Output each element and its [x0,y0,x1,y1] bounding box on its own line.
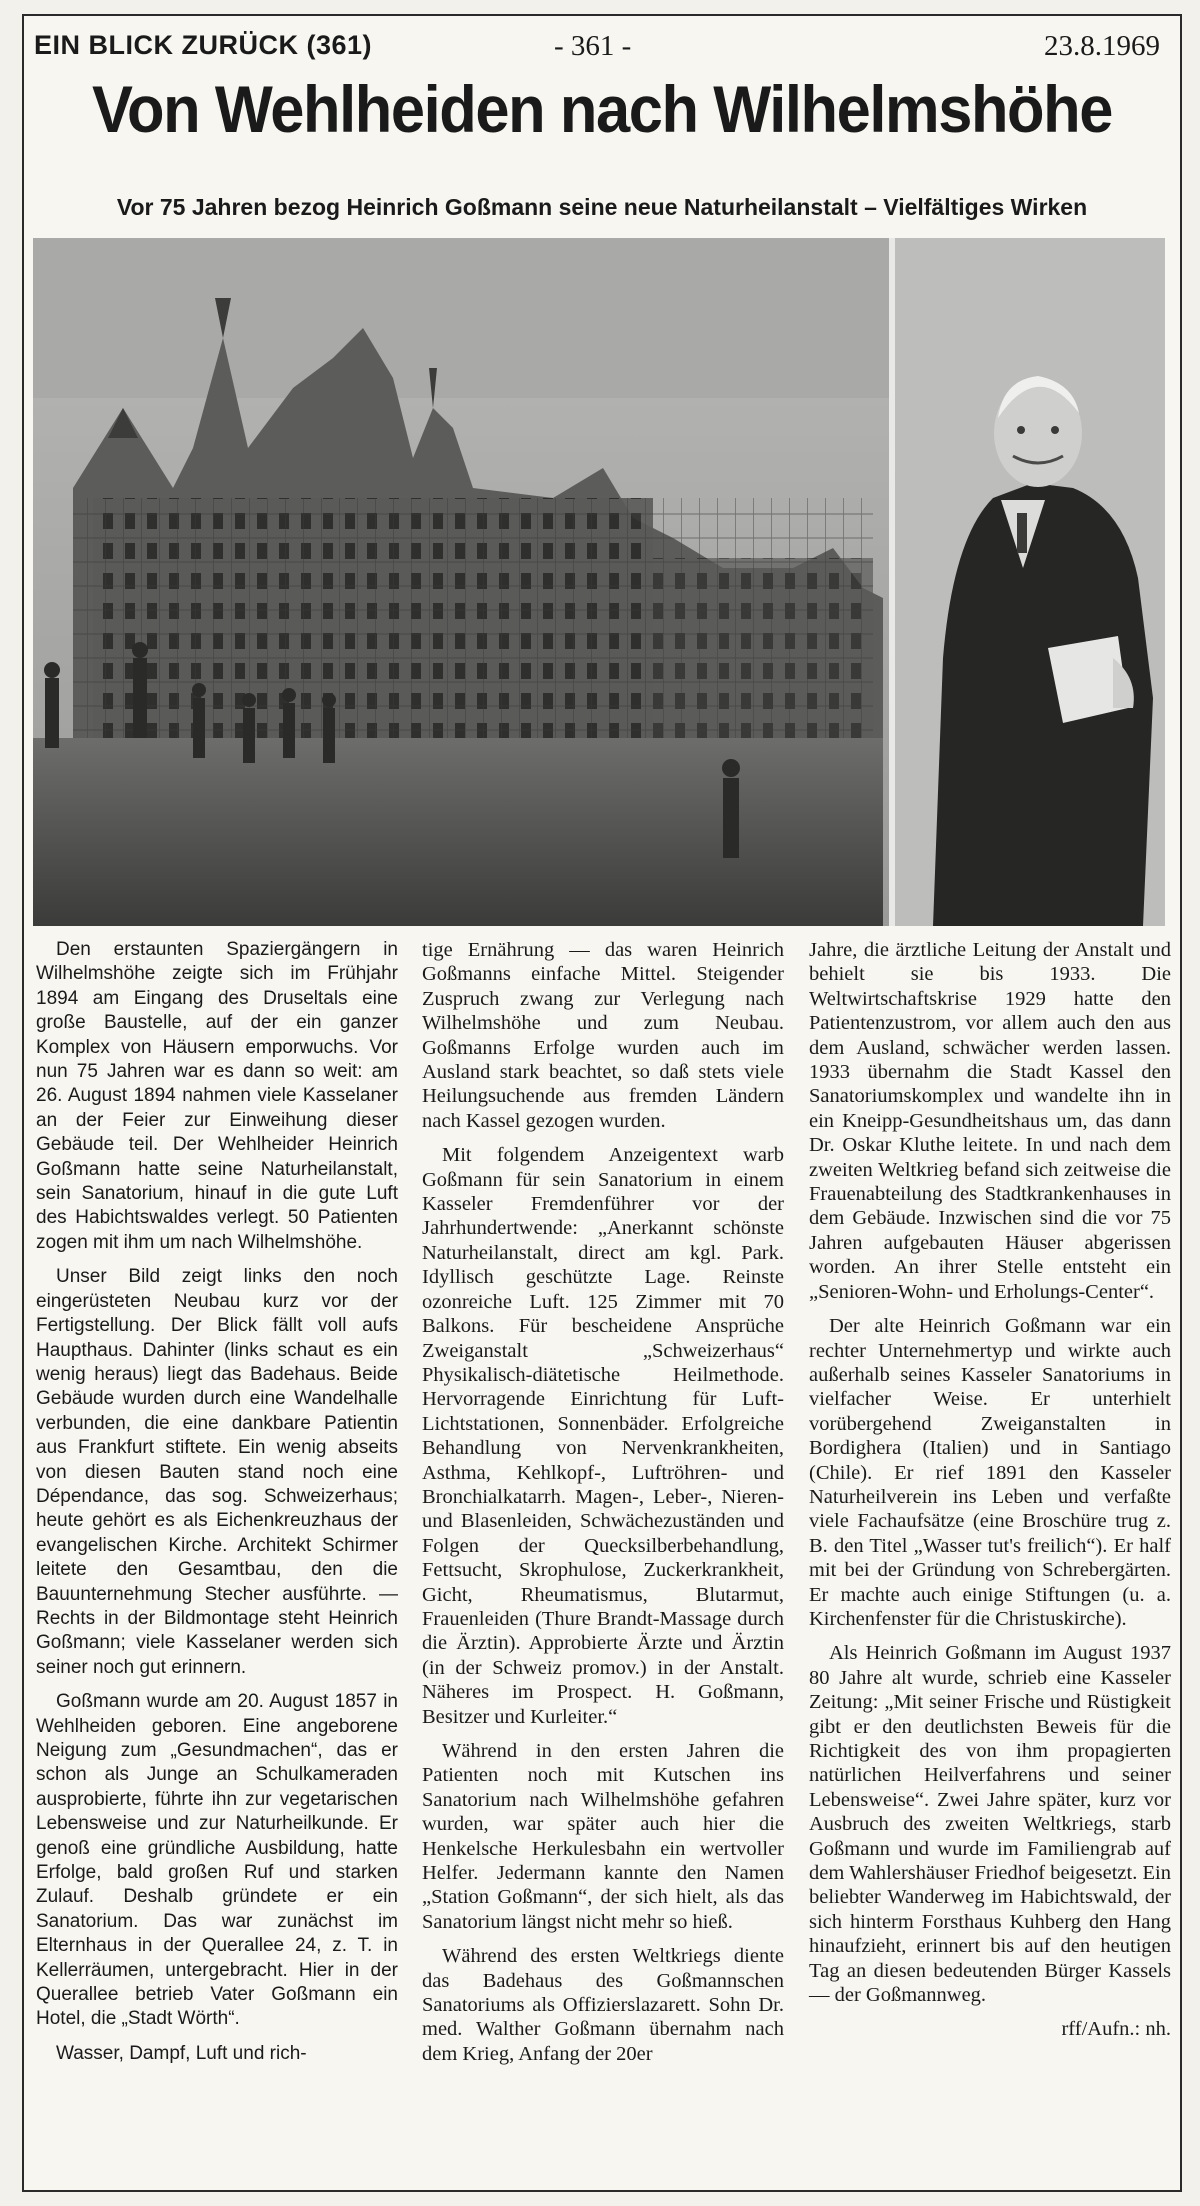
paragraph: Mit folgendem Anzeigentext warb Goßmann für sein Sanatorium in einem Kasseler Fremdenführer vor der Jahrhundertwende: „Anerkannt schönste Naturheilanstalt, direct am kgl. Park. Idyllisch geschützte Lage. Reinste ozonreiche Luft. 125 Zimmer mit 70 Balkons. Für bescheidene Ansprüche Zweiganstalt „Schweizerhaus“ Physikalisch-diätetische Heilmethode. Hervorragende Einrichtung für Luft-Lichtstationen, Sonnenbäder. Erfolgreiche Behandlung von Nervenkrankheiten, Asthma, Kehlkopf-, Luftröhren- und Bronchialkatarrh. Magen-, Leber-, Nieren- und Blasenleiden, Schwächezuständen und Folgen der Quecksilberbehandlung, Fettsucht, Skrophulose, Zuckerkrankheit, Gicht, Rheumatismus, Blutarmut, Frauenleiden (Thure Brandt-Massage durch die Ärztin). Approbierte Ärzte und Ärztin (in der Schweiz promov.) in der Anstalt. Näheres im Prospect. H. Goßmann, Besitzer und Kurleiter.“ [422,1144,784,1728]
paragraph: tige Ernährung — das waren Heinrich Goßmanns einfache Mittel. Steigender Zuspruch zwang zur Verlegung nach Wilhelmshöhe und zum Neubau. Goßmanns Erfolge wurden auch im Ausland stark beachtet, so daß stets viele Heilungsuchende aus fremden Ländern nach Kassel gezogen wurden. [422,939,784,1132]
photo-montage [33,238,1165,926]
article-body [34,938,1174,2178]
paragraph: Unser Bild zeigt links den noch eingerüsteten Neubau kurz vor der Fertigstellung. Der Blick fällt voll aufs Haupthaus. Dahinter (links schaut es ein wenig heraus) liegt das Badehaus. Beide Gebäude wurden durch eine Wandelhalle verbunden, die eine dankbare Patientin aus Frankfurt stiftete. Ein wenig abseits von diesen Bauten stand noch eine Dépendance, das sog. Schweizerhaus; heute gehört es als Eichenkreuzhaus der evangelischen Kirche. Architekt Schirmer leitete den Gesamtbau, den die Bauunternehmung Stecher ausführte. — Rechts in der Bildmontage steht Heinrich Goßmann; viele Kasselaner werden sich seiner noch gut erinnern. [36,1266,398,1678]
paragraph: Während in den ersten Jahren die Patienten noch mit Kutschen ins Sanatorium nach Wilhelmshöhe gefahren wurden, war später auch hier die Henkelsche Herkulesbahn ein wertvoller Helfer. Jedermann kannte den Namen „Station Goßmann“, der sich hielt, als das Sanatorium längst nicht mehr so hieß. [422,1740,784,1933]
paragraph: Jahre, die ärztliche Leitung der Anstalt und behielt sie bis 1933. Die Weltwirtschaftskrise 1929 hatte den Patientenzustrom, vor allem auch den aus dem Ausland, schwächer werden lassen. 1933 übernahm die Stadt Kassel den Sanatoriumskomplex und wandelte ihn in ein Kneipp-Gesundheitshaus um, das dann Dr. Oskar Kluthe leitete. In und nach dem zweiten Weltkrieg befand sich zeitweise die Frauenabteilung des Stadtkrankenhauses in dem Gebäude. Inzwischen sind die vor 75 Jahren aufgebauten Häuser abgerissen worden. An ihrer Stelle entsteht ein „Senioren-Wohn- und Erholungs-Center“. [809,939,1171,1303]
photo-sanatorium-and-portrait-icon [33,238,1165,926]
author-signature: rff/Aufn.: nh. [1061,2018,1171,2041]
page-number: - 361 - [554,30,632,62]
series-label: EIN BLICK ZURÜCK (361) [34,30,373,60]
column-3 [809,938,1171,2052]
paragraph: Als Heinrich Goßmann im August 1937 80 Jahre alt wurde, schrieb eine Kasseler Zeitung: „Mit seiner Frische und Rüstigkeit gibt er den deutlichsten Beweis für die Richtigkeit des von ihm propagierten natürlichen Heilverfahrens und seiner Lebensweise“. Zwei Jahre später, kurz vor Ausbruch des zweiten Weltkriegs, starb Goßmann und wurde im Familiengrab auf dem Wahlershäuser Friedhof beigesetzt. Ein beliebter Wanderweg im Habichtswald, der sich hinterm Forsthaus Kuhberg den Hang hinaufzieht, erinnert bis auf den heutigen Tag an diesen bedeutenden Bürger Kassels — der Goßmannweg. [809,1642,1171,2007]
column-1 [36,938,398,2076]
paragraph: Der alte Heinrich Goßmann war ein rechter Unternehmertyp und wirkte auch außerhalb seines Kasseler Sanatoriums in vielfacher Weise. Er unterhielt vorübergehend Zweiganstalten in Bordighera (Italien) und in Santiago (Chile). Er rief 1891 den Kasseler Naturheilverein ins Leben und verfaßte viele Fachaufsätze (eine Broschüre trug z. B. den Titel „Wasser tut's freilich“). Er half mit bei der Gründung von Schrebergärten. Er machte auch einige Stiftungen (u. a. Kirchenfenster für die Christuskirche). [809,1315,1171,1630]
paragraph: Wasser, Dampf, Luft und rich- [56,2042,307,2064]
newspaper-clipping [22,14,1182,2192]
header-line [34,30,1160,70]
headline: Von Wehlheiden nach Wilhelmshöhe [91,72,1112,146]
subheadline: Vor 75 Jahren bezog Heinrich Goßmann seine neue Naturheilanstalt – Vielfältiges Wirken [116,194,1088,220]
column-2 [422,938,784,2076]
paragraph: Den erstaunten Spaziergängern in Wilhelmshöhe zeigte sich im Frühjahr 1894 am Eingang des Druseltals eine große Baustelle, auf der ein ganzer Komplex von Häusern emporwuchs. Vor nun 75 Jahren war es dann so weit: am 26. August 1894 nahmen viele Kasselaner an der Feier zur Einweihung dieser Gebäude teil. Der Wehlheider Heinrich Goßmann hatte seine Naturheilanstalt, sein Sanatorium, hinauf in die gute Luft des Habichtswaldes verlegt. 50 Patienten zogen mit ihm um nach Wilhelmshöhe. [36,939,398,1253]
paragraph: Während des ersten Weltkriegs diente das Badehaus des Goßmannschen Sanatoriums als Offizierslazarett. Sohn Dr. med. Walther Goßmann übernahm nach dem Krieg, Anfang der 20er [422,1945,784,2065]
paragraph: Goßmann wurde am 20. August 1857 in Wehlheiden geboren. Eine angeborene Neigung zum „Gesundmachen“, das er schon als Junge an Schulkameraden ausprobierte, führte ihn zur vegetarischen Lebensweise und zur Naturheilkunde. Er genoß eine gründliche Ausbildung, hatte Erfolge, bald großen Ruf und starken Zulauf. Deshalb gründete er ein Sanatorium. Das war zunächst im Elternhaus in der Querallee 24, z. T. in Kellerräumen, untergebracht. Hier in der Querallee betrieb Vater Goßmann ein Hotel, die „Stadt Wörth“. [36,1691,398,2030]
date-label: 23.8.1969 [1044,30,1160,62]
